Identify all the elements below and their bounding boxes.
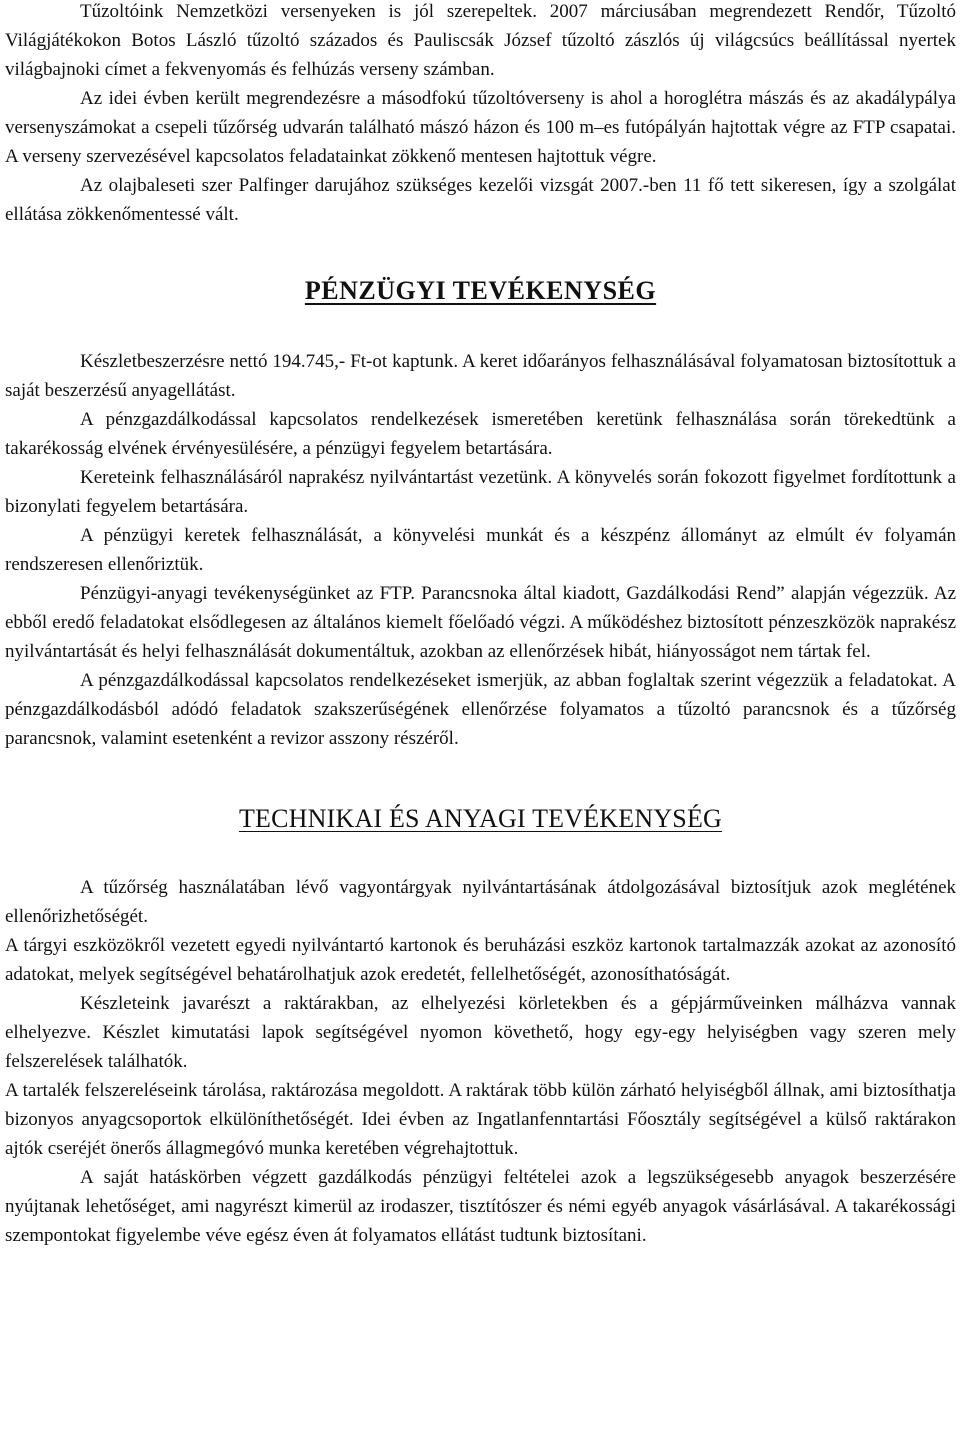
paragraph-procedure: Pénzügyi-anyagi tevékenységünket az FTP. Parancsnoka által kiadott, Gazdálkodási Rend” alapján végezzük. Az ebből eredő feladatokat elsődlegesen az általános kiemelt főelőadó végzi. A működéshez biztosított pénzeszközök naprakész nyilvántartását és helyi felhasználását dokumentáltuk, azokban az ellenőrzések hibát, hiányosságot nem tártak fel. — [5, 583, 956, 662]
paragraph-competitions: Tűzoltóink Nemzetközi versenyeken is jól szerepeltek. 2007 márciusában megrendezett Rendőr, Tűzoltó Világjátékokon Botos László tűzoltó százados és Pauliscsák József tűzoltó zászlós új világcsúcs beállítással nyertek világbajnoki címet a fekvenyomás és felhúzás verseny számban. — [5, 1, 956, 80]
paragraph-firefighter-contest: Az idei évben került megrendezésre a másodfokú tűzoltóverseny is ahol a horoglétra mászás és az akadálypálya versenyszámokat a csepeli tűzőrség udvarán található mászó házon és 100 m–es futópályán hajtottak végre az FTP csapatai. A verseny szervezésével kapcsolatos feladatainkat zökkenő mentesen hajtottuk végre. — [5, 88, 956, 167]
section-heading-financial: PÉNZÜGYI TEVÉKENYSÉG — [304, 276, 657, 305]
spacer — [5, 307, 956, 347]
paragraph-stock: Készleteink javarészt a raktárakban, az elhelyezési körletekben és a gépjárműveinken málházva vannak elhelyezve. Készlet kimutatási lapok segítségével nyomon követhető, hogy egy-egy helyiségben vagy szeren mely felszerelések találhatók. — [5, 993, 956, 1072]
paragraph-asset-cards: A tárgyi eszközökről vezetett egyedi nyilvántartó kartonok és beruházási eszköz kartonok tartalmazzák azokat az azonosító adatokat, melyek segítségével behatárolhatjuk azok eredetét, fellelhetőségét, azonosíthatóságát. — [5, 935, 956, 985]
paragraph-checks: A pénzügyi keretek felhasználását, a könyvelési munkát és a készpénz állományt az elmúlt év folyamán rendszeresen ellenőriztük. — [5, 525, 956, 575]
paragraph-economy: A pénzgazdálkodással kapcsolatos rendelkezések ismeretében keretünk felhasználása során törekedtünk a takarékosság elvének érvényesülésére, a pénzügyi fegyelem betartására. — [5, 409, 956, 459]
paragraph-crane-exam: Az olajbaleseti szer Palfinger darujához szükséges kezelői vizsgát 2007.-ben 11 fő tett sikeresen, így a szolgálat ellátása zökkenőmentessé vált. — [5, 175, 956, 225]
paragraph-storage: A tartalék felszereléseink tárolása, raktározása megoldott. A raktárak több külön zárható helyiségből állnak, ami biztosíthatja bizonyos anyagcsoportok elkülöníthetőségét. Idei évben az Ingatlanfenntartási Főosztály segítségével a külső raktárakon ajtók cseréjét önerős állagmegóvó munka keretében végrehajtottuk. — [5, 1080, 956, 1159]
paragraph-records: Kereteink felhasználásáról naprakész nyilvántartást vezetünk. A könyvelés során fokozott figyelmet fordítottunk a bizonylati fegyelem betartására. — [5, 467, 956, 517]
paragraph-budget: Készletbeszerzésre nettó 194.745,- Ft-ot kaptunk. A keret időarányos felhasználásával folyamatosan biztosítottuk a saját beszerzésű anyagellátást. — [5, 351, 956, 401]
spacer — [5, 229, 956, 275]
paragraph-assets: A tűzőrség használatában lévő vagyontárgyak nyilvántartásának átdolgozásával biztosítjuk azok meglétének ellenőrizhetőségét. — [5, 877, 956, 927]
paragraph-own-budget: A saját hatáskörben végzett gazdálkodás pénzügyi feltételei azok a legszükségesebb anyagok beszerzésére nyújtanak lehetőséget, ami nagyrészt kimerül az irodaszer, tisztítószer és némi egyéb anyagok vásárlásával. A takarékossági szempontokat figyelembe véve egész éven át folyamatos ellátást tudtunk biztosítani. — [5, 1167, 956, 1246]
spacer — [5, 753, 956, 803]
paragraph-oversight: A pénzgazdálkodással kapcsolatos rendelkezéseket ismerjük, az abban foglaltak szerint végezzük a feladatokat. A pénzgazdálkodásból adódó feladatok szakszerűségének ellenőrzése folyamatos a tűzoltó parancsnok és a tűzőrség parancsnok, valamint esetenként a revizor asszony részéről. — [5, 670, 956, 749]
spacer — [5, 835, 956, 873]
section-heading-technical: TECHNIKAI ÉS ANYAGI TEVÉKENYSÉG — [238, 804, 723, 833]
